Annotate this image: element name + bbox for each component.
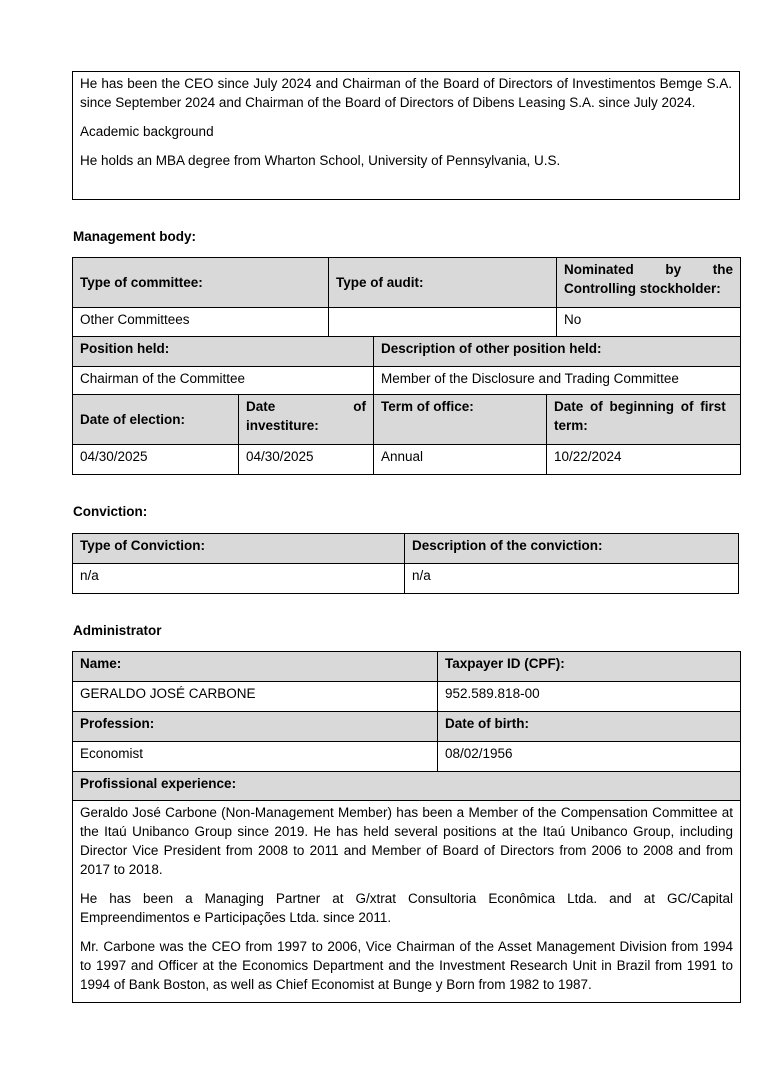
type-of-committee-value: Other Committees (73, 308, 329, 338)
date-of-election-value: 04/30/2025 (73, 445, 239, 475)
experience-paragraph: He has been a Managing Partner at G/xtrat Consultoria Econômica Ltda. and at GC/Capital Empreendimentos e Participações Ltda. since 2011. (80, 891, 733, 925)
name-value: GERALDO JOSÉ CARBONE (73, 682, 438, 712)
date-first-term-label-line2: term: (554, 418, 588, 433)
management-body-heading: Management body: (73, 229, 197, 244)
description-of-conviction-label: Description of the conviction: (405, 534, 739, 564)
intro-paragraph: Academic background (80, 124, 214, 139)
administrator-table (72, 651, 741, 1003)
term-of-office-value: Annual (374, 445, 547, 475)
management-committee-table (72, 257, 741, 338)
date-of-election-label: Date of election: (73, 395, 239, 445)
date-first-term-label (547, 395, 741, 445)
type-of-audit-value (329, 308, 557, 338)
taxpayer-id-value: 952.589.818-00 (438, 682, 741, 712)
intro-paragraph: He has been the CEO since July 2024 and Chairman of the Board of Directors of Investimentos Bemge S.A. since September 2024 and Chairman of the Board of Directors of Dibens Leasing S.A. since July 2024. (80, 76, 732, 110)
nominated-value: No (557, 308, 741, 338)
description-other-position-value: Member of the Disclosure and Trading Committee (374, 367, 741, 396)
professional-experience-label: Profissional experience: (73, 772, 741, 801)
type-of-conviction-label: Type of Conviction: (73, 534, 405, 564)
date-of-investiture-label-line2: investiture: (246, 418, 319, 433)
intro-box (72, 71, 740, 200)
description-of-conviction-value: n/a (405, 564, 739, 594)
intro-paragraph: He holds an MBA degree from Wharton School, University of Pennsylvania, U.S. (80, 153, 561, 168)
position-held-value: Chairman of the Committee (73, 367, 374, 396)
date-of-investiture-value: 04/30/2025 (239, 445, 374, 475)
experience-paragraph: Geraldo José Carbone (Non-Management Member) has been a Member of the Compensation Committee at the Itaú Unibanco Group since 2019. He has held several positions at the Itaú Unibanco Group, including Director Vice President from 2008 to 2011 and Member of Board of Directors from 2006 to 2008 and from 2017 to 2018. (80, 805, 733, 877)
experience-paragraph: Mr. Carbone was the CEO from 1997 to 2006, Vice Chairman of the Asset Management Division from 1994 to 1997 and Officer at the Economics Department and the Investment Research Unit in Brazil from 1991 to 1994 of Bank Boston, as well as Chief Economist at Bunge y Born from 1982 to 1987. (80, 939, 733, 992)
position-table (72, 336, 741, 396)
date-of-birth-value: 08/02/1956 (438, 742, 741, 772)
date-of-investiture-label-line1: Date of (246, 399, 366, 414)
profession-value: Economist (73, 742, 438, 772)
date-of-investiture-label (239, 395, 374, 445)
term-of-office-label: Term of office: (374, 395, 547, 445)
administrator-heading: Administrator (73, 623, 162, 638)
conviction-table (72, 533, 739, 594)
professional-experience-text (73, 801, 741, 1003)
type-of-audit-label: Type of audit: (329, 258, 557, 308)
nominated-label-line1: Nominated by the (564, 262, 733, 277)
description-other-position-label: Description of other position held: (374, 337, 741, 367)
taxpayer-id-label: Taxpayer ID (CPF): (438, 652, 741, 682)
date-first-term-value: 10/22/2024 (547, 445, 741, 475)
date-of-birth-label: Date of birth: (438, 712, 741, 742)
name-label: Name: (73, 652, 438, 682)
nominated-label-line2: Controlling stockholder: (564, 281, 721, 296)
date-first-term-label-line1: Date of beginning of first (554, 399, 726, 414)
conviction-heading: Conviction: (73, 504, 148, 519)
type-of-committee-label: Type of committee: (73, 258, 329, 308)
profession-label: Profession: (73, 712, 438, 742)
position-held-label: Position held: (73, 337, 374, 367)
type-of-conviction-value: n/a (73, 564, 405, 594)
dates-table (72, 394, 741, 475)
nominated-label (557, 258, 741, 308)
